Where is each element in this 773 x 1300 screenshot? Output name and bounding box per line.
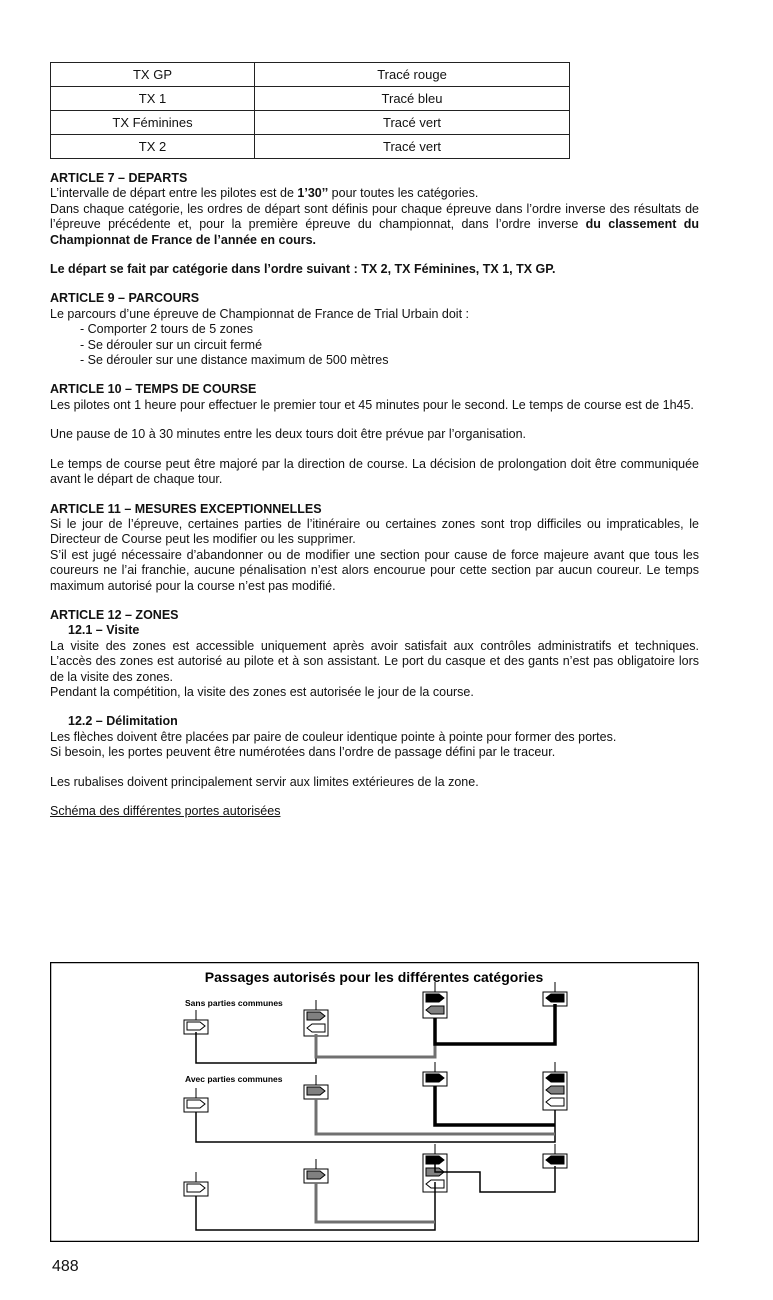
- article-11-title: ARTICLE 11 – MESURES EXCEPTIONNELLES: [50, 501, 322, 516]
- table-row: [51, 63, 570, 87]
- diagram-title: Passages autorisés pour les différentes catégories: [204, 969, 544, 985]
- arrow-flag-icon: [307, 1171, 325, 1179]
- article-12-2-p1: Les flèches doivent être placées par paire de couleur identique pointe à pointe pour former des portes.: [50, 729, 617, 744]
- article-7-p3: Le départ se fait par catégorie dans l’ordre suivant : TX 2, TX Féminines, TX 1, TX GP.: [50, 262, 556, 277]
- arrow-flag-icon: [187, 1022, 205, 1030]
- category-cell: TX 2: [51, 135, 255, 159]
- list-item: - Comporter 2 tours de 5 zones: [80, 322, 699, 337]
- article-12-1-title: 12.1 – Visite: [68, 623, 140, 638]
- article-11-p1: Si le jour de l’épreuve, certaines parties de l’itinéraire ou certaines zones sont trop difficiles ou impraticables, le Directeur de Course peut les modifier ou les supprimer.: [50, 516, 699, 547]
- schema-heading: Schéma des différentes portes autorisées: [50, 804, 281, 818]
- arrow-flag-icon: [546, 1074, 564, 1082]
- article-7: [50, 171, 699, 277]
- trace-cell: Tracé rouge: [255, 63, 570, 87]
- article-9-title: ARTICLE 9 – PARCOURS: [50, 291, 200, 306]
- article-9: [50, 291, 699, 368]
- article-12-2-p3: Les rubalises doivent principalement servir aux limites extérieures de la zone.: [50, 774, 479, 789]
- arrow-flag-icon: [426, 1006, 444, 1014]
- article-12-2-title: 12.2 – Délimitation: [68, 714, 178, 729]
- gates-diagram: [50, 962, 699, 1242]
- article-9-intro: Le parcours d’une épreuve de Championnat de France de Trial Urbain doit :: [50, 306, 470, 321]
- arrow-flag-icon: [307, 1024, 325, 1032]
- article-12-1-p1: La visite des zones est accessible uniquement après avoir satisfait aux contrôles administratifs et techniques. L’accès des zones est autorisé au pilote et à son assistant. Le port du casque et des gants n’est pas obligatoire lors de la visite des zones.: [50, 638, 699, 684]
- arrow-flag-icon: [426, 1074, 444, 1082]
- article-12: [50, 608, 699, 819]
- table-row: [51, 135, 570, 159]
- category-cell: TX GP: [51, 63, 255, 87]
- list-item: - Se dérouler sur un circuit fermé: [80, 338, 699, 353]
- article-10-p1: Les pilotes ont 1 heure pour effectuer le premier tour et 45 minutes pour le second. Le temps de course est de 1h45.: [50, 397, 694, 412]
- arrow-flag-icon: [546, 1086, 564, 1094]
- category-cell: TX 1: [51, 87, 255, 111]
- table-row: [51, 87, 570, 111]
- article-10-p2: Une pause de 10 à 30 minutes entre les deux tours doit être prévue par l’organisation.: [50, 427, 526, 442]
- arrow-flag-icon: [307, 1012, 325, 1020]
- article-12-2-p2: Si besoin, les portes peuvent être numérotées dans l’ordre de passage défini par le traceur.: [50, 745, 556, 760]
- table-row: [51, 111, 570, 135]
- arrow-flag-icon: [546, 1098, 564, 1106]
- article-10-title: ARTICLE 10 – TEMPS DE COURSE: [50, 382, 257, 397]
- article-12-title: ARTICLE 12 – ZONES: [50, 607, 179, 622]
- document-page: [50, 62, 699, 819]
- arrow-flag-icon: [307, 1087, 325, 1095]
- trace-cell: Tracé vert: [255, 111, 570, 135]
- arrow-flag-icon: [426, 994, 444, 1002]
- diagram-label-with-common: Avec parties communes: [185, 1074, 283, 1084]
- category-trace-table: [50, 62, 570, 159]
- list-item: - Se dérouler sur une distance maximum de 500 mètres: [80, 353, 699, 368]
- category-cell: TX Féminines: [51, 111, 255, 135]
- diagram-label-without-common: Sans parties communes: [185, 998, 283, 1008]
- article-11: [50, 502, 699, 594]
- arrow-flag-icon: [546, 1156, 564, 1164]
- article-7-p1: L’intervalle de départ entre les pilotes est de 1’30’’ pour toutes les catégories.: [50, 186, 479, 201]
- article-9-list: [50, 322, 699, 368]
- trace-cell: Tracé vert: [255, 135, 570, 159]
- page-number: 488: [52, 1258, 79, 1275]
- article-10-p3: Le temps de course peut être majoré par la direction de course. La décision de prolongation doit être communiquée avant le départ de chaque tour.: [50, 456, 699, 487]
- article-7-title: ARTICLE 7 – DEPARTS: [50, 171, 188, 185]
- arrow-flag-icon: [187, 1184, 205, 1192]
- arrow-flag-icon: [187, 1100, 205, 1108]
- trace-cell: Tracé bleu: [255, 87, 570, 111]
- article-12-1-p2: Pendant la compétition, la visite des zones est autorisée le jour de la course.: [50, 684, 474, 699]
- article-10: [50, 382, 699, 487]
- article-11-p2: S’il est jugé nécessaire d’abandonner ou de modifier une section pour cause de force majeure avant que tous les coureurs ne l’ai franchie, aucune pénalisation n’est alors encourue pour cette section par aucun coureur. Le temps maximum autorisé pour la course n’est pas modifié.: [50, 547, 699, 593]
- arrow-flag-icon: [546, 994, 564, 1002]
- diagram-frame: [51, 963, 699, 1242]
- article-7-p2: Dans chaque catégorie, les ordres de départ sont définis pour chaque épreuve dans l’ordre inverse des résultats de l’épreuve précédente et, pour la première épreuve du championnat, dans l’ordre inverse du classement du Championnat de France de l’année en cours.: [50, 201, 699, 247]
